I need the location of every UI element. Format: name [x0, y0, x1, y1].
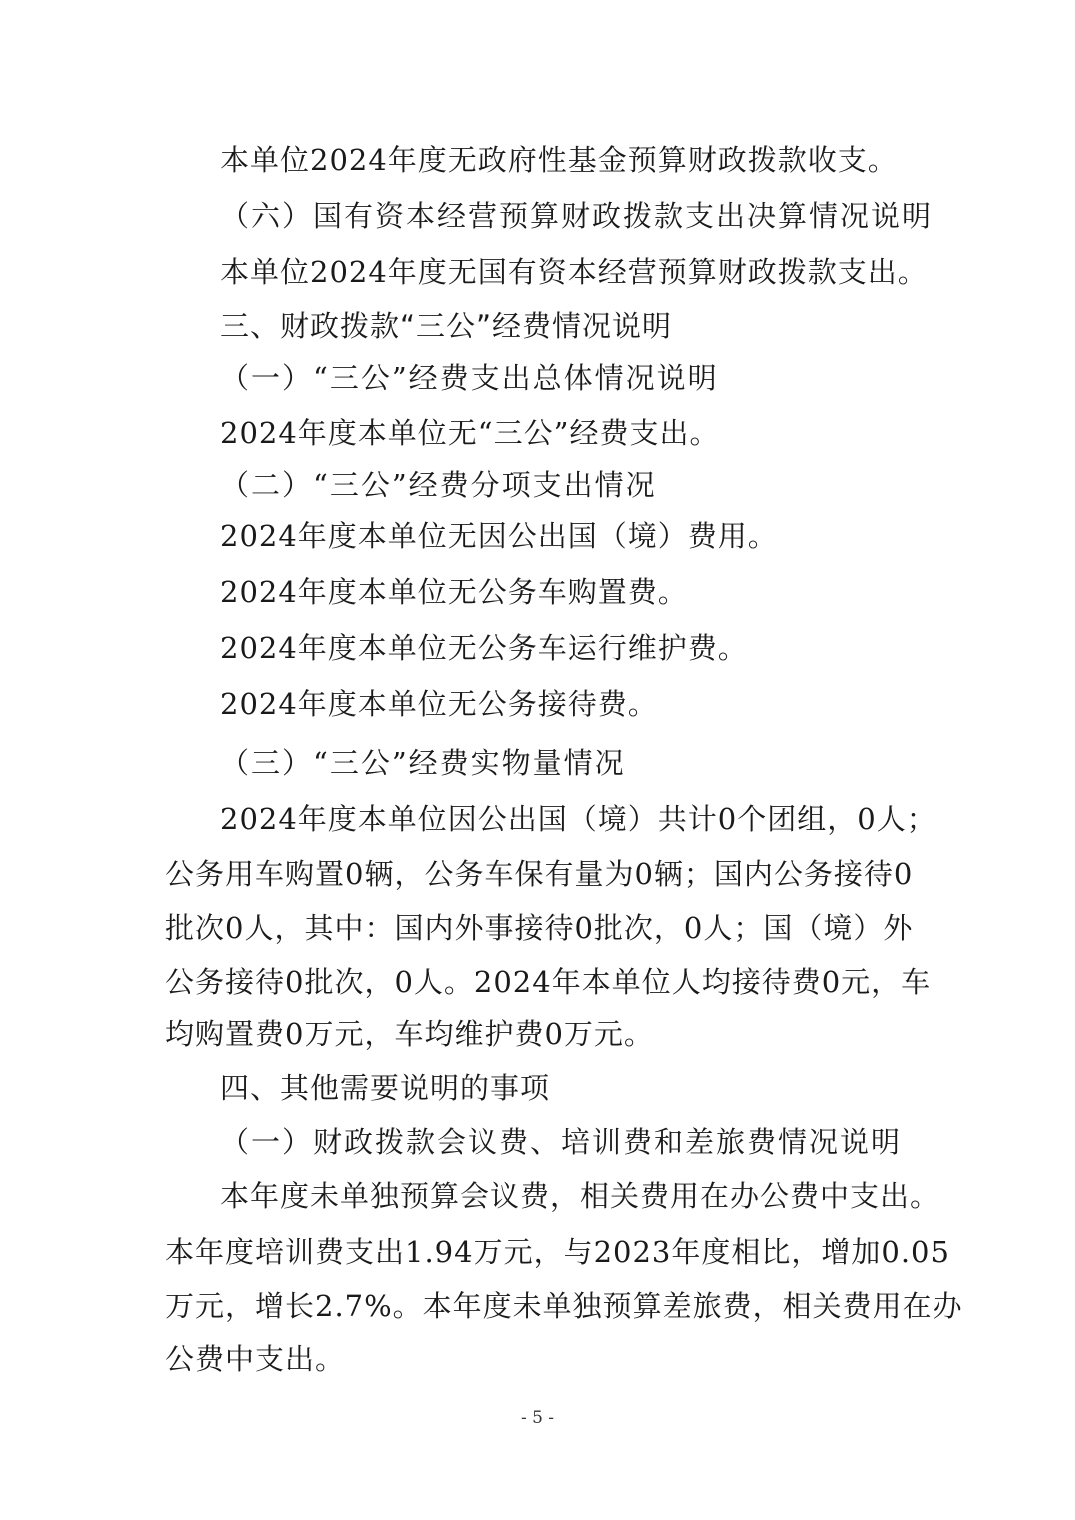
paragraph-line: 万元，增长2.7%。本年度未单独预算差旅费，相关费用在办 — [165, 1289, 963, 1323]
page-number: - 5 - — [520, 1408, 555, 1428]
subsection-heading: （三）“三公”经费实物量情况 — [220, 746, 626, 780]
paragraph-line: 本年度培训费支出1.94万元，与2023年度相比，增加0.05 — [165, 1235, 950, 1269]
paragraph-line: 均购置费0万元，车均维护费0万元。 — [165, 1017, 654, 1051]
paragraph-line: 公务用车购置0辆，公务车保有量为0辆；国内公务接待0 — [165, 857, 914, 891]
paragraph-line: 2024年度本单位无公务接待费。 — [220, 687, 658, 721]
paragraph-line: 公费中支出。 — [165, 1342, 346, 1376]
subsection-heading: （一）财政拨款会议费、培训费和差旅费情况说明 — [220, 1125, 903, 1159]
section-heading: 三、财政拨款“三公”经费情况说明 — [220, 309, 673, 343]
paragraph-line: 2024年度本单位无公务车运行维护费。 — [220, 631, 748, 665]
paragraph-line: 2024年度本单位无因公出国（境）费用。 — [220, 519, 778, 553]
paragraph-line: 2024年度本单位因公出国（境）共计0个团组，0人； — [220, 802, 937, 836]
paragraph-line: 公务接待0批次，0人。2024年本单位人均接待费0元，车 — [165, 965, 932, 999]
paragraph-line: 本单位2024年度无政府性基金预算财政拨款收支。 — [220, 143, 898, 177]
subsection-heading: （二）“三公”经费分项支出情况 — [220, 468, 657, 502]
subsection-heading: （六）国有资本经营预算财政拨款支出决算情况说明 — [220, 199, 934, 233]
paragraph-line: 本年度未单独预算会议费，相关费用在办公费中支出。 — [220, 1179, 941, 1213]
subsection-heading: （一）“三公”经费支出总体情况说明 — [220, 361, 719, 395]
paragraph-line: 本单位2024年度无国有资本经营预算财政拨款支出。 — [220, 255, 928, 289]
paragraph-line: 2024年度本单位无“三公”经费支出。 — [220, 416, 720, 450]
section-heading: 四、其他需要说明的事项 — [220, 1071, 551, 1105]
paragraph-line: 批次0人，其中：国内外事接待0批次，0人；国（境）外 — [165, 911, 914, 945]
paragraph-line: 2024年度本单位无公务车购置费。 — [220, 575, 688, 609]
